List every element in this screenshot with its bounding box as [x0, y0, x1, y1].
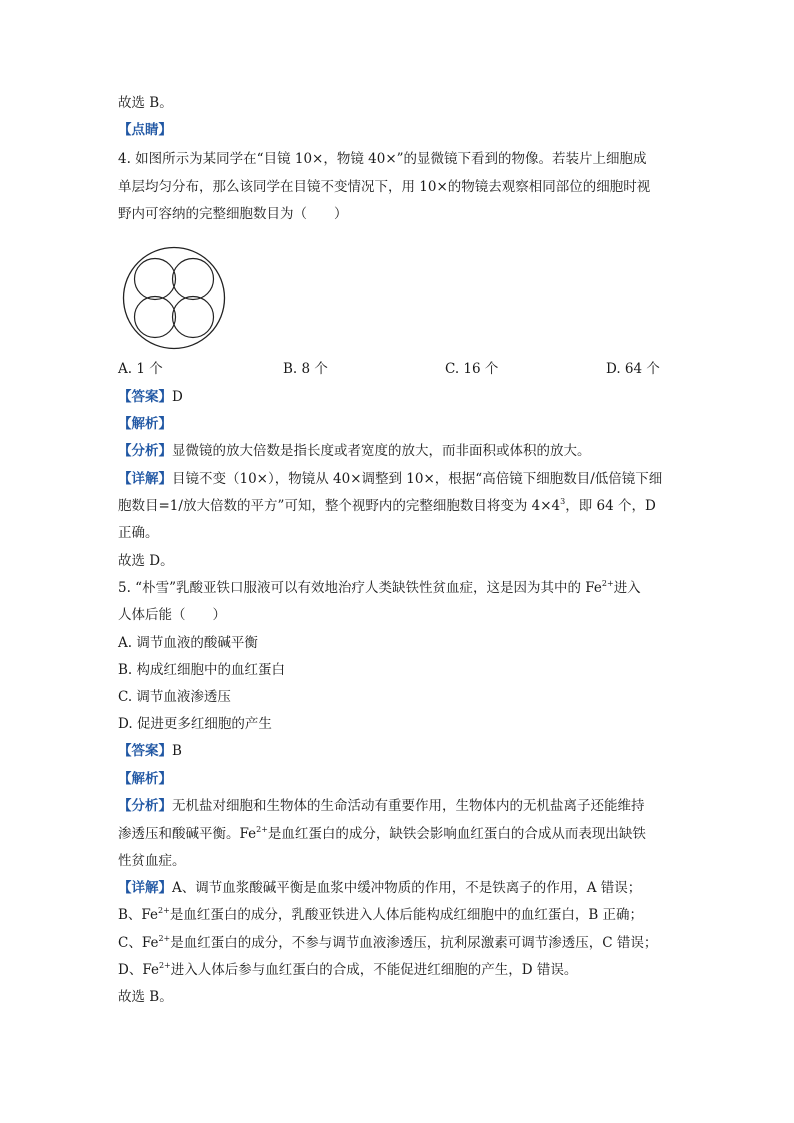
- xiangjie-label: 【详解】: [118, 471, 172, 487]
- answer-label: 【答案】: [118, 389, 172, 405]
- answer-label: 【答案】: [118, 743, 172, 759]
- fenxi-text: 无机盐对细胞和生物体的生命活动有重要作用，生物体内的无机盐离子还能维持: [172, 798, 645, 814]
- superscript: 2+: [256, 824, 268, 834]
- q4-jiexi-label: 【解析】: [118, 416, 172, 432]
- q4-xiangjie-line3: 正确。: [118, 525, 159, 541]
- q5-stem-line1: [118, 579, 641, 597]
- q5-answer: [118, 742, 182, 760]
- q4-option-c: C. 16 个: [445, 361, 499, 377]
- q4-option-d: D. 64 个: [606, 361, 660, 377]
- stem-text: 进入: [613, 580, 641, 596]
- q4-stem-line2: 单层均匀分布，那么该同学在目镜不变情况下，用 10×的物镜去观察相同部位的细胞时视: [118, 179, 651, 195]
- q4-stem-line3: 野内可容纳的完整细胞数目为（ ）: [118, 206, 348, 222]
- cell-circle: [135, 297, 176, 338]
- superscript: 2+: [158, 960, 171, 970]
- q4-xiangjie-line2: [118, 497, 656, 515]
- superscript: 2+: [158, 905, 170, 915]
- answer-value: D: [172, 389, 183, 405]
- xiangjie-text: D、Fe: [118, 962, 159, 978]
- q5-stem-line2: 人体后能（ ）: [118, 607, 226, 623]
- q4-option-a: A. 1 个: [118, 361, 163, 377]
- dianjing-label: 【点睛】: [118, 122, 172, 138]
- xiangjie-text: B、Fe: [118, 907, 159, 923]
- xiangjie-text: 进入人体后参与血红蛋白的合成，不能促进红细胞的产生，D 错误。: [170, 962, 578, 978]
- q5-fenxi-line3: 性贫血症。: [118, 853, 186, 869]
- q5-option-b: B. 构成红细胞中的血红蛋白: [118, 662, 286, 678]
- q5-conclusion: 故选 B。: [118, 989, 173, 1005]
- q5-fenxi-line1: [118, 797, 645, 815]
- q4-answer: [118, 388, 183, 406]
- q5-xiangjie-c: [118, 934, 657, 952]
- superscript: 2+: [158, 933, 171, 943]
- q4-option-b: B. 8 个: [283, 361, 328, 377]
- cell-circle: [135, 259, 176, 300]
- q5-xiangjie-a: [118, 879, 641, 897]
- q5-option-c: C. 调节血液渗透压: [118, 689, 231, 705]
- fenxi-text: 是血红蛋白的成分，缺铁会影响血红蛋白的合成从而表现出缺铁: [267, 826, 646, 842]
- xiangjie-text: ，即 64 个，D: [565, 498, 656, 514]
- superscript: 2+: [601, 578, 614, 588]
- q4-fenxi: [118, 442, 591, 460]
- q4-conclusion: 故选 D。: [118, 553, 174, 569]
- fenxi-text: 渗透压和酸碱平衡。Fe: [118, 826, 257, 842]
- cell-circle: [173, 297, 214, 338]
- xiangjie-text: C、Fe: [118, 935, 159, 951]
- previous-conclusion: 故选 B。: [118, 95, 173, 111]
- q4-stem-line1: 4. 如图所示为某同学在“目镜 10×，物镜 40×”的显微镜下看到的物像。若装片上细胞成: [118, 151, 647, 167]
- xiangjie-label: 【详解】: [118, 880, 172, 896]
- xiangjie-text: 是血红蛋白的成分，乳酸亚铁进入人体后能构成红细胞中的血红蛋白，B 正确；: [169, 907, 644, 923]
- fenxi-label: 【分析】: [118, 443, 172, 459]
- answer-value: B: [172, 743, 182, 759]
- superscript: 3: [560, 496, 566, 506]
- microscope-field-diagram: [120, 244, 228, 352]
- xiangjie-text: 是血红蛋白的成分，不参与调节血液渗透压，抗利尿激素可调节渗透压，C 错误；: [170, 935, 658, 951]
- q5-option-d: D. 促进更多红细胞的产生: [118, 716, 272, 732]
- q5-fenxi-line2: [118, 825, 646, 843]
- q5-option-a: A. 调节血液的酸碱平衡: [118, 635, 258, 651]
- q5-xiangjie-d: [118, 961, 577, 979]
- q5-xiangjie-b: [118, 906, 643, 924]
- field-of-view-circle: [124, 248, 225, 349]
- fenxi-text: 显微镜的放大倍数是指长度或者宽度的放大，而非面积或体积的放大。: [172, 443, 591, 459]
- xiangjie-text: A、调节血浆酸碱平衡是血浆中缓冲物质的作用，不是铁离子的作用，A 错误；: [172, 880, 642, 896]
- xiangjie-text: 目镜不变（10×），物镜从 40×调整到 10×，根据“高倍镜下细胞数目/低倍镜下细: [172, 471, 663, 487]
- stem-text: 5. “朴雪”乳酸亚铁口服液可以有效地治疗人类缺铁性贫血症，这是因为其中的 Fe: [118, 580, 602, 596]
- q4-xiangjie-line1: [118, 470, 662, 488]
- fenxi-label: 【分析】: [118, 798, 172, 814]
- xiangjie-text: 胞数目=1/放大倍数的平方”可知，整个视野内的完整细胞数目将变为 4×4: [118, 498, 561, 514]
- q5-jiexi-label: 【解析】: [118, 771, 172, 787]
- cell-circle: [173, 259, 214, 300]
